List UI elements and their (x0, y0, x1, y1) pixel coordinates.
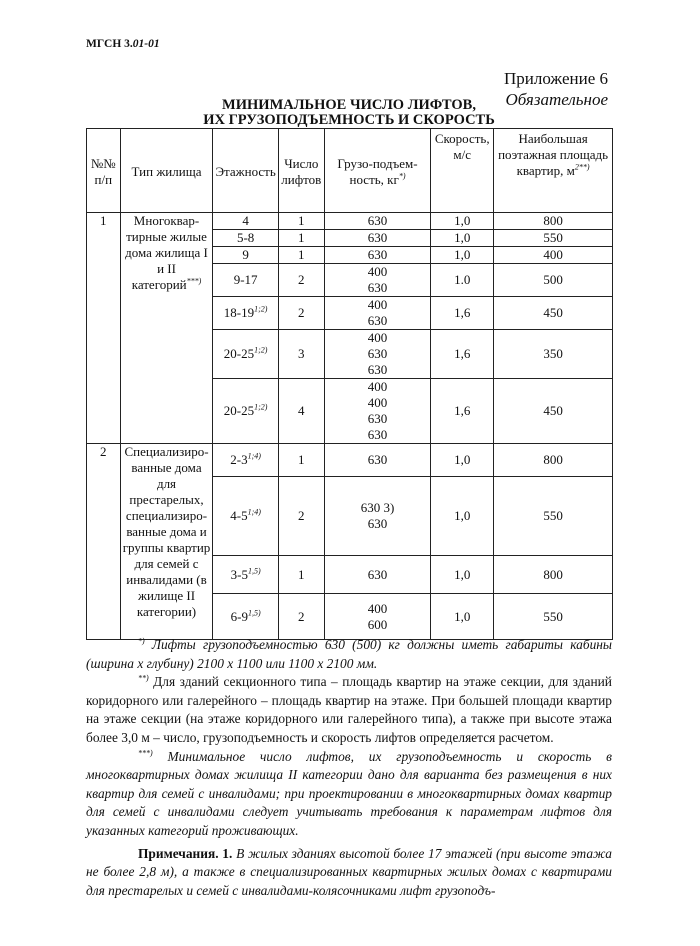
capacity-value: 630 (367, 411, 388, 426)
cell-capacity (324, 594, 430, 640)
header-count: Число лифтов (278, 129, 324, 213)
cell-area: 500 (494, 264, 613, 297)
cell-area: 400 (494, 247, 613, 264)
capacity-value: 400 (367, 264, 388, 279)
capacity-value: 630 (367, 230, 388, 245)
type-text: Специализиро-ванные дома для престарелых, специализиро-ванные дома и группы квартир для семей с инвалидами (в жилище II категории) (122, 444, 211, 619)
cell-speed: 1,0 (431, 230, 494, 247)
floors-sup: 1;4) (247, 451, 261, 461)
cell-floors (213, 556, 278, 594)
cell-floors (213, 594, 278, 640)
floors-sup: 1;2) (254, 304, 268, 314)
floors-text: 6-9 (230, 608, 248, 624)
elevator-table (86, 128, 613, 640)
capacity-value: 630 (367, 362, 388, 377)
capacity-value: 630 3) (360, 500, 395, 515)
footnote-1-text: Лифты грузоподъемностью 630 (500) кг должны иметь габариты кабины (ширина х глубину) 2100 х 1100 или 1100 х 2100 мм. (86, 637, 612, 671)
floors-text: 20-25 (223, 403, 255, 418)
cell-count: 1 (278, 556, 324, 594)
cell-capacity (324, 213, 430, 230)
cell-area: 550 (494, 594, 613, 640)
footnote-3-mark: ***) (138, 748, 153, 758)
cell-type (120, 213, 213, 444)
capacity-value: 400 (367, 600, 388, 616)
cell-count: 1 (278, 444, 324, 477)
cell-floors (213, 213, 278, 230)
capacity-value: 400 (367, 330, 388, 345)
footnote-2 (86, 673, 612, 747)
cell-count: 2 (278, 477, 324, 556)
header-type: Тип жилища (120, 129, 213, 213)
cell-capacity (324, 330, 430, 379)
cell-capacity (324, 297, 430, 330)
cell-speed: 1,0 (431, 444, 494, 477)
cell-floors (213, 247, 278, 264)
cell-floors (213, 379, 278, 444)
cell-count: 1 (278, 213, 324, 230)
cell-floors (213, 330, 278, 379)
floors-sup: 1,5) (247, 566, 261, 576)
appendix-label: Приложение 6 (504, 69, 608, 88)
type-sup: ***) (186, 276, 202, 286)
floors-sup: 1;2) (254, 402, 268, 412)
cell-capacity (324, 556, 430, 594)
footnote-1-mark: *) (138, 636, 145, 646)
header-capacity-text: Грузо-подъем-ность, кг (337, 155, 418, 187)
header-capacity-sup: *) (398, 171, 406, 181)
cell-floors (213, 230, 278, 247)
cell-area: 550 (494, 230, 613, 247)
floors-sup: 1,5) (247, 608, 261, 618)
cell-count: 2 (278, 594, 324, 640)
table-row (87, 213, 613, 230)
header-area (494, 129, 613, 213)
remarks (86, 845, 612, 901)
footnote-3-text: Минимальное число лифтов, их грузоподъемность и скорость в многоквартирных домах жилища II категории дано для варианта без размещения в них квартир для семей с инвалидами; при проектировании в многоквартирных домах квартир для семей с инвалидами следует учитывать требования к параметрам лифтов для указанных категорий проживающих. (86, 748, 612, 838)
cell-floors (213, 477, 278, 556)
title-line-2: ИХ ГРУЗОПОДЪЕМНОСТЬ И СКОРОСТЬ (203, 112, 495, 128)
doc-code-suffix: 01-01 (132, 38, 160, 50)
header-speed: Скорость, м/с (431, 129, 494, 213)
cell-floors (213, 297, 278, 330)
header-row (87, 129, 613, 213)
floors-text: 4 (242, 213, 249, 228)
capacity-value: 630 (367, 346, 388, 361)
floors-text: 3-5 (230, 566, 248, 582)
cell-capacity (324, 230, 430, 247)
cell-speed: 1,0 (431, 594, 494, 640)
cell-capacity (324, 379, 430, 444)
floors-text: 4-5 (230, 508, 248, 523)
table-row (87, 444, 613, 477)
footnotes (86, 636, 612, 900)
cell-speed: 1,0 (431, 213, 494, 230)
header-area-text: Наибольшая поэтажная площадь квартир, м (498, 131, 609, 178)
cell-speed: 1,6 (431, 379, 494, 444)
capacity-value: 630 (367, 516, 388, 531)
table-title (86, 98, 612, 128)
footnote-1 (86, 636, 612, 673)
capacity-value: 630 (367, 247, 388, 262)
cell-count: 1 (278, 247, 324, 264)
cell-count: 3 (278, 330, 324, 379)
footnote-2-text: Для зданий секционного типа – площадь квартир на этаже секции, для зданий коридорного или галерейного – площадь квартир на этаже. При большей площади квартир на этаже секции (на этаже коридорного или галерейного типа), а также при высоте этажа более 3,0 м – число, грузоподъемность и скорость лифтов определяется расчетом. (86, 674, 612, 745)
cell-speed: 1,6 (431, 297, 494, 330)
floors-text: 9-17 (233, 272, 258, 287)
capacity-value: 600 (367, 616, 388, 632)
floors-text: 20-25 (223, 346, 255, 361)
cell-count: 2 (278, 297, 324, 330)
cell-capacity (324, 247, 430, 264)
cell-type (120, 444, 213, 640)
doc-code-main: МГСН 3. (86, 38, 133, 50)
capacity-value: 400 (367, 297, 388, 312)
title-line-1: МИНИМАЛЬНОЕ ЧИСЛО ЛИФТОВ, (222, 97, 476, 113)
capacity-value: 630 (367, 566, 388, 582)
floors-text: 9 (242, 247, 249, 262)
header-capacity (324, 129, 430, 213)
cell-area: 450 (494, 379, 613, 444)
floors-text: 18-19 (223, 305, 255, 320)
cell-area: 800 (494, 444, 613, 477)
capacity-value: 630 (367, 313, 388, 328)
cell-area: 800 (494, 556, 613, 594)
remarks-label: Примечания. 1. (138, 845, 233, 861)
cell-floors (213, 444, 278, 477)
footnote-2-mark: **) (138, 673, 149, 683)
header-num: №№ п/п (87, 129, 121, 213)
capacity-value: 630 (367, 213, 388, 228)
type-text: Многоквар-тирные жилые дома жилища I и II категорий (125, 213, 208, 292)
cell-capacity (324, 264, 430, 297)
cell-area: 450 (494, 297, 613, 330)
remarks-text: В жилых зданиях высотой более 17 этажей (при высоте этажа не более 2,8 м), а также в специализированных квартирных жилых домах с квартирами для престарелых и семей с инвалидами-колясочниками лифт грузоподъ- (86, 845, 612, 898)
cell-speed: 1,0 (431, 247, 494, 264)
cell-speed: 1.0 (431, 264, 494, 297)
cell-speed: 1,0 (431, 556, 494, 594)
cell-num: 1 (87, 213, 121, 444)
appendix-status: Обязательное (505, 90, 608, 109)
cell-num: 2 (87, 444, 121, 640)
cell-capacity (324, 477, 430, 556)
cell-count: 1 (278, 230, 324, 247)
floors-text: 2-3 (230, 452, 248, 467)
cell-floors (213, 264, 278, 297)
floors-sup: 1;4) (247, 507, 261, 517)
cell-area: 350 (494, 330, 613, 379)
capacity-value: 630 (367, 452, 388, 467)
cell-speed: 1,0 (431, 477, 494, 556)
capacity-value: 400 (367, 379, 388, 394)
capacity-value: 400 (367, 395, 388, 410)
floors-text: 5-8 (236, 230, 255, 245)
cell-speed: 1,6 (431, 330, 494, 379)
cell-count: 4 (278, 379, 324, 444)
header-floors: Этажность (213, 129, 278, 213)
cell-area: 550 (494, 477, 613, 556)
capacity-value: 630 (367, 427, 388, 442)
floors-sup: 1;2) (254, 345, 268, 355)
header-area-sup: 2**) (574, 162, 590, 172)
footnote-3 (86, 748, 612, 841)
capacity-value: 630 (367, 280, 388, 295)
cell-area: 800 (494, 213, 613, 230)
cell-capacity (324, 444, 430, 477)
document-code (86, 38, 160, 50)
cell-count: 2 (278, 264, 324, 297)
